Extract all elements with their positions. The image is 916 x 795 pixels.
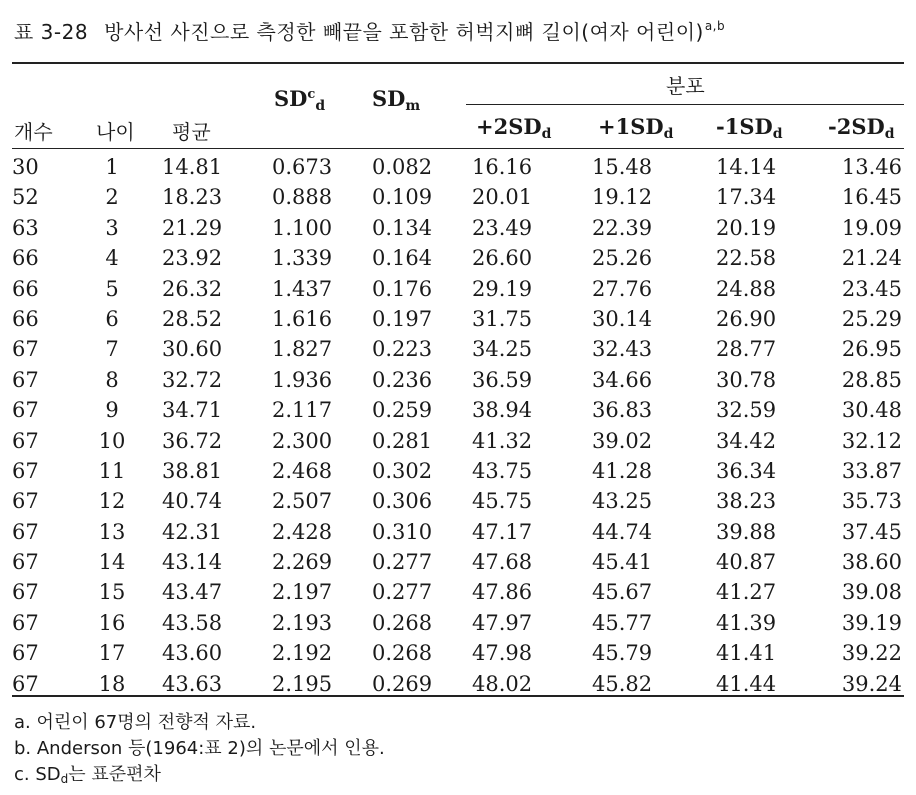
- cell-sd-c: 0.673: [272, 155, 333, 179]
- cell-minus2sd: 32.12: [841, 428, 902, 453]
- cell-mean: 28.52: [162, 306, 223, 331]
- table-top-rule: [12, 62, 904, 64]
- cell-sd-m: 0.302: [372, 458, 433, 483]
- table-bottom-rule: [12, 695, 904, 697]
- cell-minus1sd: 40.87: [716, 550, 777, 575]
- cell-plus1sd: 41.28: [592, 458, 653, 483]
- cell-minus2sd: 23.45: [841, 276, 902, 301]
- header-plus2sd-sub: d: [541, 126, 552, 142]
- cell-age: 16: [98, 610, 126, 635]
- cell-mean: 21.29: [162, 215, 223, 240]
- cell-age: 10: [98, 428, 126, 453]
- cell-count: 67: [12, 489, 39, 514]
- cell-plus2sd: 16.16: [472, 155, 533, 179]
- cell-plus2sd: 31.75: [472, 306, 533, 331]
- cell-count: 63: [12, 215, 39, 240]
- table-row: [12, 638, 904, 668]
- cell-minus1sd: 17.34: [716, 185, 777, 210]
- cell-count: 67: [12, 550, 39, 575]
- cell-sd-c: 2.193: [272, 610, 333, 635]
- cell-plus2sd: 41.32: [472, 428, 533, 453]
- footnote-c-pre: c. SD: [14, 764, 61, 785]
- cell-plus1sd: 15.48: [592, 155, 653, 179]
- cell-count: 67: [12, 671, 39, 696]
- table-row: [12, 426, 904, 456]
- cell-sd-c: 2.300: [272, 428, 333, 453]
- cell-sd-c: 2.117: [272, 398, 333, 423]
- cell-plus1sd: 30.14: [592, 306, 653, 331]
- table-body: [12, 152, 904, 699]
- cell-plus1sd: 39.02: [592, 428, 653, 453]
- cell-sd-m: 0.310: [372, 519, 433, 544]
- cell-minus1sd: 14.14: [716, 155, 777, 179]
- cell-mean: 43.58: [162, 610, 223, 635]
- cell-sd-m: 0.197: [372, 306, 433, 331]
- cell-age: 13: [98, 519, 126, 544]
- table-row: [12, 547, 904, 577]
- cell-mean: 14.81: [162, 155, 223, 179]
- cell-sd-c: 1.936: [272, 367, 333, 392]
- cell-count: 67: [12, 367, 39, 392]
- cell-age: 11: [98, 458, 126, 483]
- cell-sd-m: 0.236: [372, 367, 433, 392]
- cell-age: 15: [98, 580, 126, 605]
- cell-count: 67: [12, 428, 39, 453]
- cell-minus2sd: 33.87: [841, 458, 902, 483]
- cell-age: 18: [98, 671, 126, 696]
- header-plus1sd: [598, 114, 673, 142]
- table-row: [12, 182, 904, 212]
- cell-plus1sd: 45.77: [592, 610, 653, 635]
- footnote-a: a. 어린이 67명의 전향적 자료.: [14, 712, 257, 733]
- cell-plus1sd: 45.67: [592, 580, 653, 605]
- cell-age: 17: [98, 641, 126, 666]
- cell-sd-c: 1.339: [272, 246, 333, 271]
- cell-sd-c: 2.192: [272, 641, 333, 666]
- cell-mean: 36.72: [162, 428, 223, 453]
- cell-mean: 43.14: [162, 550, 223, 575]
- table-row: [12, 456, 904, 486]
- header-minus1sd: [716, 114, 783, 142]
- cell-count: 67: [12, 641, 39, 666]
- cell-minus1sd: 28.77: [716, 337, 777, 362]
- cell-plus1sd: 25.26: [592, 246, 653, 271]
- cell-mean: 23.92: [162, 246, 223, 271]
- cell-plus2sd: 47.68: [472, 550, 533, 575]
- header-sd-c-sup: c: [307, 87, 316, 102]
- cell-age: 9: [105, 398, 119, 423]
- cell-plus1sd: 34.66: [592, 367, 653, 392]
- cell-mean: 43.47: [162, 580, 223, 605]
- cell-sd-c: 1.827: [272, 337, 333, 362]
- cell-minus1sd: 30.78: [716, 367, 777, 392]
- header-sd-c-base: SD: [274, 86, 308, 111]
- cell-minus2sd: 30.48: [841, 398, 902, 423]
- cell-minus2sd: 35.73: [841, 489, 902, 514]
- cell-minus2sd: 39.19: [841, 610, 902, 635]
- cell-count: 67: [12, 519, 39, 544]
- cell-plus1sd: 32.43: [592, 337, 653, 362]
- header-bottom-rule: [12, 148, 904, 149]
- header-plus1sd-base: +1SD: [598, 114, 664, 139]
- table-number: 표 3-28: [14, 20, 89, 44]
- cell-plus1sd: 45.79: [592, 641, 653, 666]
- cell-plus2sd: 47.86: [472, 580, 533, 605]
- table-row: [12, 486, 904, 516]
- cell-sd-m: 0.277: [372, 550, 433, 575]
- header-minus2sd: [828, 114, 895, 142]
- cell-count: 66: [12, 306, 39, 331]
- cell-minus1sd: 38.23: [716, 489, 777, 514]
- cell-sd-c: 2.197: [272, 580, 333, 605]
- cell-count: 66: [12, 276, 39, 301]
- table-row: [12, 243, 904, 273]
- cell-plus2sd: 48.02: [472, 671, 533, 696]
- cell-sd-c: 2.507: [272, 489, 333, 514]
- header-mean: 평균: [172, 120, 211, 144]
- cell-mean: 42.31: [162, 519, 223, 544]
- cell-minus2sd: 39.08: [841, 580, 902, 605]
- cell-age: 2: [105, 185, 119, 210]
- cell-minus1sd: 41.39: [716, 610, 777, 635]
- header-minus2sd-base: -2SD: [828, 114, 885, 139]
- cell-age: 5: [105, 276, 119, 301]
- cell-mean: 34.71: [162, 398, 223, 423]
- cell-minus2sd: 38.60: [841, 550, 902, 575]
- cell-mean: 38.81: [162, 458, 223, 483]
- header-count: 개수: [14, 120, 53, 144]
- cell-minus2sd: 39.22: [841, 641, 902, 666]
- header-minus1sd-sub: d: [772, 126, 783, 142]
- cell-minus2sd: 21.24: [841, 246, 902, 271]
- cell-plus1sd: 45.41: [592, 550, 653, 575]
- cell-minus1sd: 34.42: [716, 428, 777, 453]
- cell-count: 67: [12, 337, 39, 362]
- cell-plus2sd: 47.97: [472, 610, 533, 635]
- table-row: [12, 365, 904, 395]
- header-sd-m-base: SD: [372, 86, 406, 111]
- cell-sd-m: 0.306: [372, 489, 433, 514]
- cell-sd-m: 0.268: [372, 641, 433, 666]
- cell-minus2sd: 25.29: [841, 306, 902, 331]
- cell-sd-m: 0.176: [372, 276, 433, 301]
- cell-plus2sd: 26.60: [472, 246, 533, 271]
- cell-plus2sd: 47.98: [472, 641, 533, 666]
- table-title-text: 방사선 사진으로 측정한 빼끝을 포함한 허벅지뼈 길이(여자 어린이): [104, 20, 704, 44]
- cell-mean: 43.63: [162, 671, 223, 696]
- cell-sd-c: 2.428: [272, 519, 333, 544]
- footnote-c: [14, 762, 385, 792]
- cell-minus2sd: 37.45: [841, 519, 902, 544]
- cell-minus1sd: 41.27: [716, 580, 777, 605]
- cell-sd-m: 0.269: [372, 671, 433, 696]
- cell-count: 52: [12, 185, 39, 210]
- cell-minus1sd: 39.88: [716, 519, 777, 544]
- cell-plus2sd: 45.75: [472, 489, 533, 514]
- cell-sd-c: 2.468: [272, 458, 333, 483]
- cell-mean: 30.60: [162, 337, 223, 362]
- cell-minus1sd: 41.41: [716, 641, 777, 666]
- cell-plus2sd: 20.01: [472, 185, 533, 210]
- cell-mean: 18.23: [162, 185, 223, 210]
- cell-age: 3: [105, 215, 119, 240]
- table-row: [12, 274, 904, 304]
- table-title-footnote-marks: a,b: [704, 19, 726, 33]
- cell-sd-c: 1.100: [272, 215, 333, 240]
- cell-minus1sd: 36.34: [716, 458, 777, 483]
- cell-plus1sd: 36.83: [592, 398, 653, 423]
- cell-sd-m: 0.109: [372, 185, 433, 210]
- cell-age: 1: [105, 155, 119, 179]
- cell-plus1sd: 43.25: [592, 489, 653, 514]
- cell-plus2sd: 47.17: [472, 519, 533, 544]
- cell-plus1sd: 27.76: [592, 276, 653, 301]
- cell-age: 4: [105, 246, 119, 271]
- cell-plus2sd: 43.75: [472, 458, 533, 483]
- cell-sd-m: 0.268: [372, 610, 433, 635]
- distribution-rule: [466, 104, 904, 105]
- cell-sd-m: 0.082: [372, 155, 433, 179]
- table-row: [12, 395, 904, 425]
- cell-mean: 40.74: [162, 489, 223, 514]
- header-plus2sd-base: +2SD: [476, 114, 542, 139]
- cell-sd-c: 0.888: [272, 185, 333, 210]
- cell-plus2sd: 38.94: [472, 398, 533, 423]
- cell-minus1sd: 32.59: [716, 398, 777, 423]
- cell-count: 67: [12, 580, 39, 605]
- cell-minus2sd: 19.09: [841, 215, 902, 240]
- table-row: [12, 213, 904, 243]
- cell-plus2sd: 34.25: [472, 337, 533, 362]
- cell-minus2sd: 16.45: [841, 185, 902, 210]
- footnote-b: b. Anderson 등(1964:표 2)의 논문에서 인용.: [14, 738, 385, 759]
- cell-plus1sd: 19.12: [592, 185, 653, 210]
- cell-mean: 43.60: [162, 641, 223, 666]
- cell-minus1sd: 26.90: [716, 306, 777, 331]
- cell-age: 7: [105, 337, 119, 362]
- cell-plus1sd: 22.39: [592, 215, 653, 240]
- cell-sd-c: 1.616: [272, 306, 333, 331]
- footnotes: [14, 710, 385, 792]
- header-plus1sd-sub: d: [663, 126, 674, 142]
- cell-minus1sd: 24.88: [716, 276, 777, 301]
- cell-sd-m: 0.223: [372, 337, 433, 362]
- cell-count: 67: [12, 398, 39, 423]
- footnote-c-post: 는 표준편차: [68, 764, 161, 785]
- header-age: 나이: [96, 120, 135, 144]
- cell-plus2sd: 23.49: [472, 215, 533, 240]
- cell-minus1sd: 20.19: [716, 215, 777, 240]
- table-row: [12, 334, 904, 364]
- header-sd-m-sub: m: [405, 98, 421, 114]
- cell-age: 14: [98, 550, 126, 575]
- cell-sd-m: 0.281: [372, 428, 433, 453]
- table-row: [12, 152, 904, 182]
- footnote-c-sub: d: [60, 772, 69, 786]
- cell-minus1sd: 41.44: [716, 671, 777, 696]
- cell-sd-c: 2.269: [272, 550, 333, 575]
- cell-plus1sd: 45.82: [592, 671, 653, 696]
- cell-minus2sd: 28.85: [841, 367, 902, 392]
- cell-minus2sd: 39.24: [841, 671, 902, 696]
- cell-age: 8: [105, 367, 119, 392]
- cell-plus2sd: 36.59: [472, 367, 533, 392]
- header-plus2sd: [476, 114, 551, 142]
- header-minus2sd-sub: d: [884, 126, 895, 142]
- cell-count: 67: [12, 458, 39, 483]
- header-sd-m: [372, 86, 420, 114]
- header-distribution: 분포: [666, 74, 705, 98]
- cell-count: 30: [12, 155, 39, 179]
- cell-sd-c: 1.437: [272, 276, 333, 301]
- cell-count: 66: [12, 246, 39, 271]
- table-row: [12, 608, 904, 638]
- header-sd-c: [274, 86, 325, 114]
- cell-mean: 26.32: [162, 276, 223, 301]
- header-sd-c-sub: d: [315, 98, 326, 114]
- table-title: [14, 16, 725, 45]
- cell-age: 6: [105, 306, 119, 331]
- cell-sd-c: 2.195: [272, 671, 333, 696]
- cell-minus1sd: 22.58: [716, 246, 777, 271]
- cell-count: 67: [12, 610, 39, 635]
- cell-mean: 32.72: [162, 367, 223, 392]
- cell-age: 12: [98, 489, 126, 514]
- cell-sd-m: 0.277: [372, 580, 433, 605]
- cell-sd-m: 0.259: [372, 398, 433, 423]
- table-row: [12, 304, 904, 334]
- cell-plus2sd: 29.19: [472, 276, 533, 301]
- cell-plus1sd: 44.74: [592, 519, 653, 544]
- cell-sd-m: 0.164: [372, 246, 433, 271]
- cell-minus2sd: 26.95: [841, 337, 902, 362]
- table-row: [12, 517, 904, 547]
- table-row: [12, 577, 904, 607]
- cell-minus2sd: 13.46: [841, 155, 902, 179]
- cell-sd-m: 0.134: [372, 215, 433, 240]
- header-minus1sd-base: -1SD: [716, 114, 773, 139]
